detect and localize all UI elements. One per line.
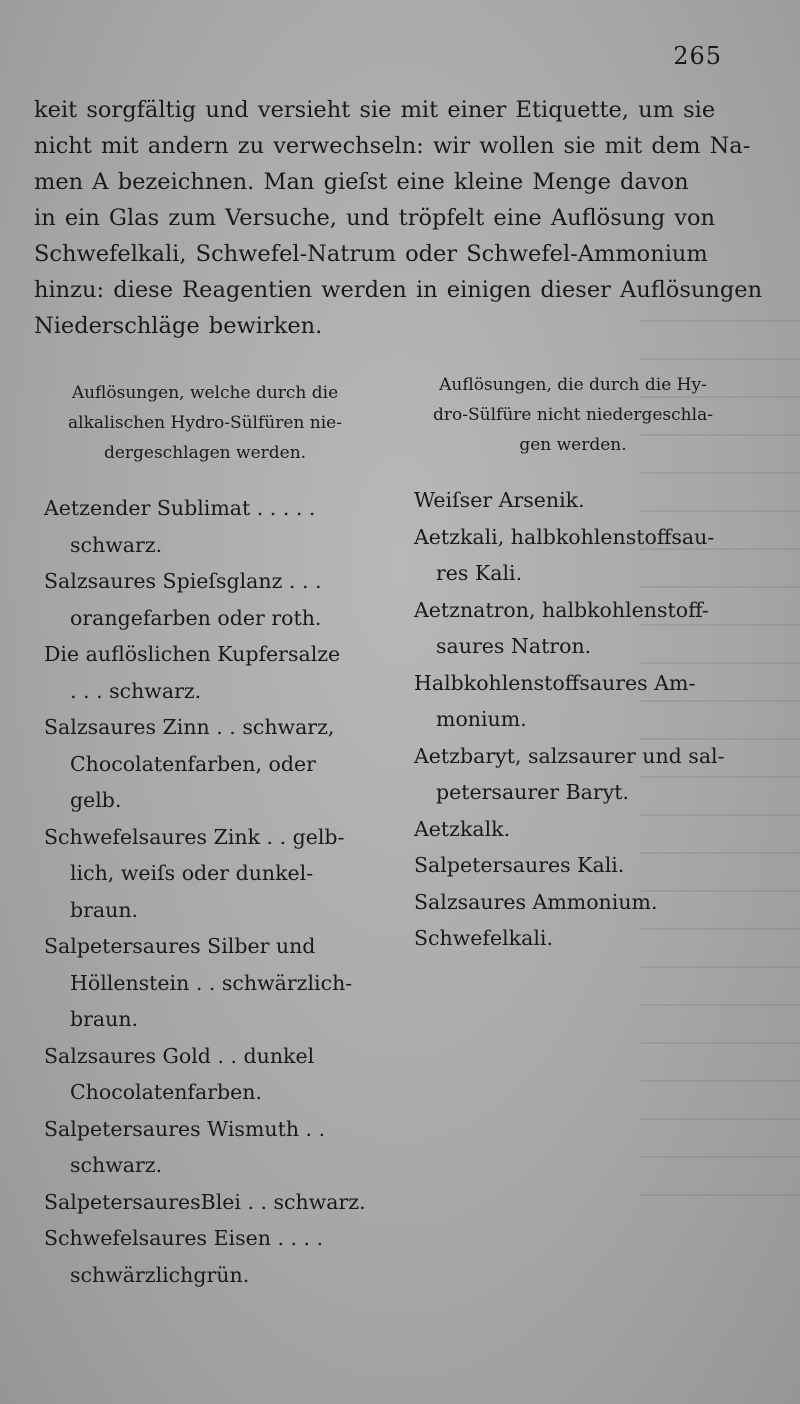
list-item: petersaurer Baryt. <box>436 780 630 804</box>
heading-line: Auflösungen, die durch die Hy- <box>439 375 707 395</box>
list-item: Aetzbaryt, salzsaurer und sal- <box>414 743 725 768</box>
list-item: Halbkohlenstoffsaures Am- <box>414 670 696 695</box>
left-column-heading <box>40 378 370 468</box>
intro-line: in ein Glas zum Versuche, und tröpfelt eine Auflösung von <box>34 205 716 231</box>
list-item: Aetznatron, halbkohlenstoff- <box>414 597 709 622</box>
list-item: Salzsaures Gold . . dunkel <box>44 1043 315 1068</box>
list-item: gelb. <box>70 788 122 812</box>
list-item: Schwefelsaures Zink . . gelb- <box>44 824 345 849</box>
intro-line: nicht mit andern zu verwechseln: wir wollen sie mit dem Na- <box>34 133 751 159</box>
list-item: res Kali. <box>436 561 523 585</box>
list-item: schwärzlichgrün. <box>70 1262 250 1287</box>
list-item: schwarz. <box>70 532 163 557</box>
list-item: Salzsaures Spieſsglanz . . . <box>44 569 322 593</box>
heading-line: gen werden. <box>519 435 627 455</box>
right-column-heading <box>408 370 738 460</box>
list-item: saures Natron. <box>436 634 592 658</box>
list-item: Chocolatenfarben, oder <box>70 751 316 776</box>
list-item: Salpetersaures Silber und <box>44 934 316 958</box>
page-number: 265 <box>673 42 722 70</box>
right-list <box>414 482 754 957</box>
left-list <box>44 490 404 1293</box>
heading-line: dergeschlagen werden. <box>103 443 307 463</box>
list-item: Salpetersaures Wismuth . . <box>44 1116 326 1141</box>
list-item: Weiſser Arsenik. <box>414 488 585 512</box>
intro-line: men A bezeichnen. Man gieſst eine kleine Menge davon <box>34 169 689 195</box>
list-item: Höllenstein . . schwärzlich- <box>70 970 353 995</box>
intro-line: Schwefelkali, Schwefel-Natrum oder Schwefel-Ammonium <box>34 241 708 267</box>
list-item: monium. <box>436 707 527 731</box>
list-item: Schwefelkali. <box>414 926 553 950</box>
list-item: orangefarben oder roth. <box>70 605 322 630</box>
list-item: . . . schwarz. <box>70 678 202 703</box>
intro-line: Niederschläge bewirken. <box>34 313 323 339</box>
intro-paragraph <box>34 92 763 344</box>
list-item: SalpetersauresBlei . . schwarz. <box>44 1189 366 1214</box>
list-item: lich, weiſs oder dunkel- <box>70 861 314 885</box>
list-item: Salzsaures Zinn . . schwarz, <box>44 715 335 739</box>
list-item: Chocolatenfarben. <box>70 1080 262 1104</box>
heading-line: dro-Sülfüre nicht niedergeschla- <box>433 405 713 425</box>
list-item: Schwefelsaures Eisen . . . . <box>44 1226 324 1250</box>
list-item: braun. <box>70 897 139 922</box>
list-item: Aetzkali, halbkohlenstoffsau- <box>414 524 715 549</box>
intro-line: keit sorgfältig und versieht sie mit einer Etiquette, um sie <box>34 97 716 123</box>
list-item: Aetzender Sublimat . . . . . <box>44 496 316 520</box>
list-item: schwarz. <box>70 1153 163 1177</box>
heading-line: alkalischen Hydro-Sülfüren nie- <box>68 413 342 433</box>
intro-line: hinzu: diese Reagentien werden in einigen dieser Auflösungen <box>34 277 763 303</box>
list-item: Aetzkalk. <box>414 816 511 841</box>
list-item: Salzsaures Ammonium. <box>414 889 658 914</box>
list-item: Salpetersaures Kali. <box>414 853 625 877</box>
list-item: Die auflöslichen Kupfersalze <box>44 642 341 666</box>
list-item: braun. <box>70 1007 139 1031</box>
heading-line: Auflösungen, welche durch die <box>71 383 339 403</box>
